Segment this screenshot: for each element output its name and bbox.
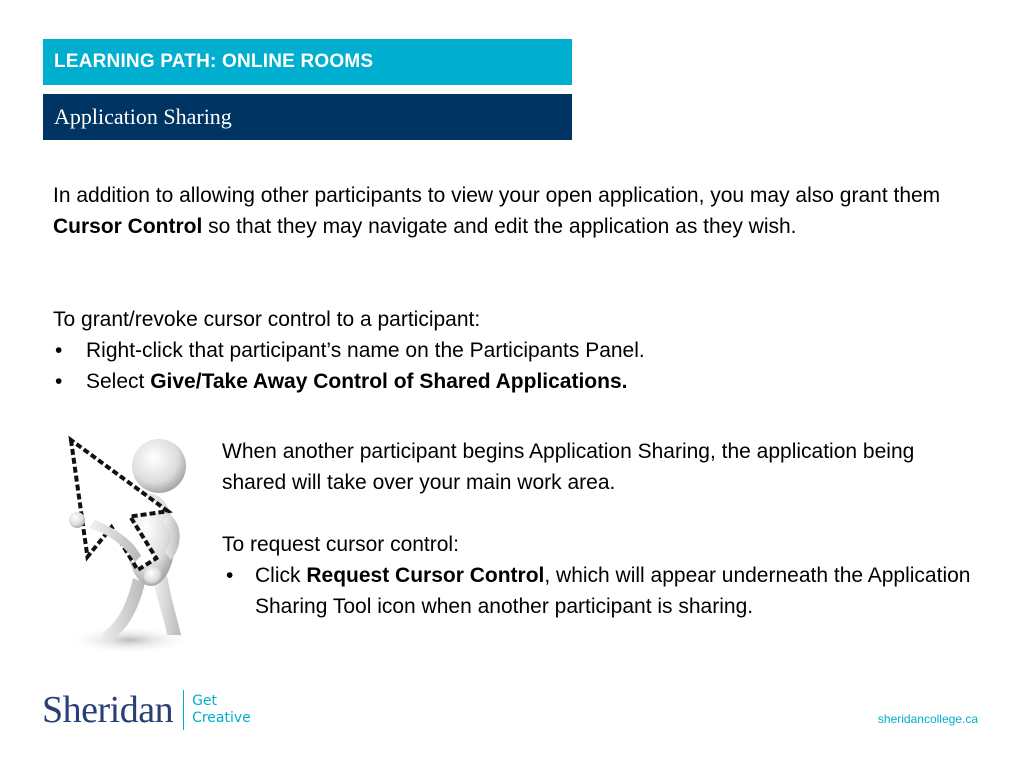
sheridan-logo xyxy=(42,688,251,732)
list-item-text: Click xyxy=(255,564,307,587)
bullet-icon: • xyxy=(55,370,63,393)
grant-steps-list xyxy=(53,335,983,397)
list-item-bold-text: Give/Take Away Control of Shared Applications. xyxy=(150,370,628,393)
website-url: sheridancollege.ca xyxy=(877,712,978,726)
list-item xyxy=(53,335,983,366)
list-item-text: Select xyxy=(86,370,151,393)
bullet-icon: • xyxy=(55,339,63,362)
intro-bold-term: Cursor Control xyxy=(53,215,203,238)
list-item xyxy=(222,560,982,622)
grant-heading: To grant/revoke cursor control to a participant: xyxy=(53,308,481,331)
list-item-text: Right-click that participant’s name on the Participants Panel. xyxy=(86,339,645,362)
stick-figure-holding-cursor-icon xyxy=(55,428,205,660)
intro-paragraph xyxy=(53,180,983,242)
logo-divider xyxy=(183,690,184,730)
logo-tagline-line-1: Get xyxy=(192,693,218,709)
request-heading: To request cursor control: xyxy=(222,533,459,556)
logo-tagline-line-2: Creative xyxy=(192,710,251,726)
logo-tagline xyxy=(192,693,251,727)
subtitle-banner xyxy=(43,94,572,140)
section-banner xyxy=(43,39,572,85)
logo-wordmark: Sheridan xyxy=(42,689,174,731)
bullet-icon: • xyxy=(226,564,234,587)
sharing-paragraph: When another participant begins Application Sharing, the application being shared will take over your main work area. xyxy=(222,440,915,494)
list-item-text-end: , which will appear underneath the Application Sharing Tool icon when another participant is sharing. xyxy=(255,564,971,618)
request-steps-list xyxy=(222,560,982,622)
page-title: LEARNING PATH: ONLINE ROOMS xyxy=(54,51,374,72)
list-item-bold-text: Request Cursor Control xyxy=(306,564,545,587)
page-subtitle: Application Sharing xyxy=(54,104,232,129)
intro-text-start: In addition to allowing other participants to view your open application, you may also grant them xyxy=(53,184,941,207)
intro-text-end: so that they may navigate and edit the application as they wish. xyxy=(202,215,797,238)
list-item xyxy=(53,366,983,397)
